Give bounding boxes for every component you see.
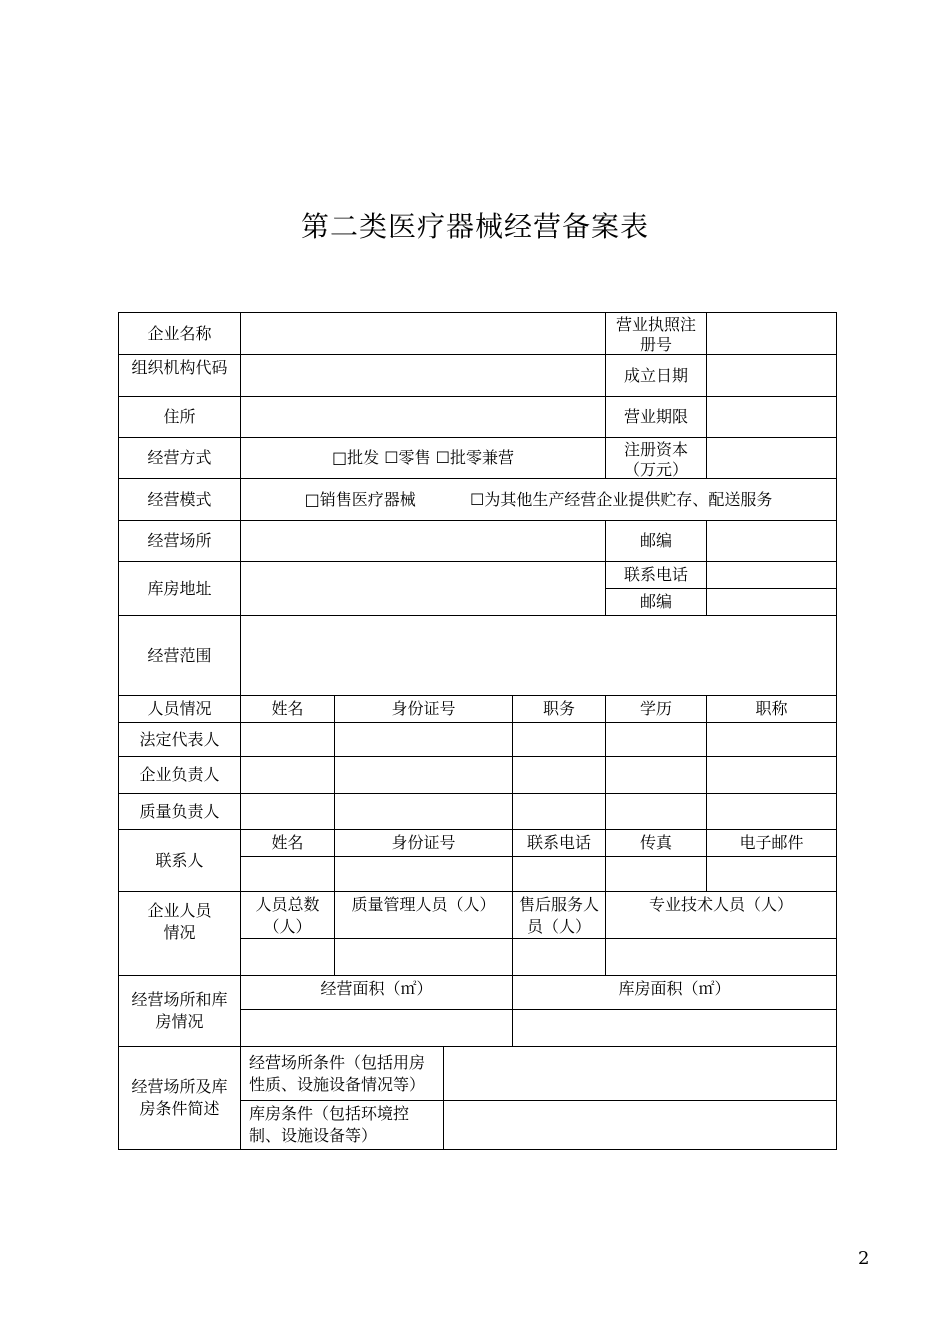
label-capital: 注册资本（万元） bbox=[606, 438, 707, 479]
field-cell[interactable] bbox=[707, 794, 837, 830]
field-postcode-2[interactable] bbox=[707, 589, 837, 616]
contact-header-email: 电子邮件 bbox=[707, 830, 837, 857]
label-license-no: 营业执照注册号 bbox=[606, 313, 707, 355]
personnel-header-id: 身份证号 bbox=[335, 696, 513, 723]
field-cell[interactable] bbox=[707, 723, 837, 757]
label-premises: 经营场所 bbox=[119, 521, 241, 562]
label-premises-conditions: 经营场所条件（包括用房性质、设施设备情况等） bbox=[241, 1047, 444, 1101]
field-cell[interactable] bbox=[707, 857, 837, 892]
field-postcode[interactable] bbox=[707, 521, 837, 562]
field-cell[interactable] bbox=[335, 723, 513, 757]
label-established: 成立日期 bbox=[606, 355, 707, 397]
personnel-header-label: 人员情况 bbox=[119, 696, 241, 723]
field-cell[interactable] bbox=[513, 857, 606, 892]
staff-header-aftersales: 售后服务人员（人） bbox=[513, 892, 606, 939]
staff-header-quality: 质量管理人员（人） bbox=[335, 892, 513, 939]
personnel-row-label: 质量负责人 bbox=[119, 794, 241, 830]
label-business-mode: 经营方式 bbox=[119, 438, 241, 479]
personnel-row-label: 企业负责人 bbox=[119, 757, 241, 794]
label-warehouse-address: 库房地址 bbox=[119, 562, 241, 616]
label-address: 住所 bbox=[119, 397, 241, 438]
model-option-sales[interactable]: □销售医疗器械 bbox=[304, 489, 416, 509]
field-cell[interactable] bbox=[513, 794, 606, 830]
label-scope: 经营范围 bbox=[119, 616, 241, 696]
field-cell[interactable] bbox=[241, 857, 335, 892]
field-capital[interactable] bbox=[707, 438, 837, 479]
label-conditions: 经营场所及库房条件简述 bbox=[119, 1047, 241, 1150]
field-cell[interactable] bbox=[606, 794, 707, 830]
field-established[interactable] bbox=[707, 355, 837, 397]
field-cell[interactable] bbox=[606, 939, 837, 976]
contact-header-name: 姓名 bbox=[241, 830, 335, 857]
field-cell[interactable] bbox=[335, 794, 513, 830]
field-cell[interactable] bbox=[606, 757, 707, 794]
model-option-storage[interactable]: ☐为其他生产经营企业提供贮存、配送服务 bbox=[469, 489, 773, 509]
business-mode-options[interactable]: □批发 ☐零售 ☐批零兼营 bbox=[241, 438, 606, 479]
contact-header-fax: 传真 bbox=[606, 830, 707, 857]
field-cell[interactable] bbox=[241, 757, 335, 794]
field-term[interactable] bbox=[707, 397, 837, 438]
field-org-code[interactable] bbox=[241, 355, 606, 397]
field-warehouse-conditions[interactable] bbox=[444, 1101, 837, 1150]
field-cell[interactable] bbox=[335, 757, 513, 794]
page-number: 2 bbox=[858, 1248, 870, 1269]
field-cell[interactable] bbox=[707, 757, 837, 794]
contact-header-id: 身份证号 bbox=[335, 830, 513, 857]
label-org-code: 组织机构代码 bbox=[119, 355, 241, 397]
label-contact: 联系人 bbox=[119, 830, 241, 892]
header-premises-area: 经营面积（㎡） bbox=[241, 976, 513, 1010]
field-address[interactable] bbox=[241, 397, 606, 438]
label-staff: 企业人员情况 bbox=[119, 892, 241, 976]
personnel-header-title: 职称 bbox=[707, 696, 837, 723]
label-area: 经营场所和库房情况 bbox=[119, 976, 241, 1047]
field-phone[interactable] bbox=[707, 562, 837, 589]
label-postcode-2: 邮编 bbox=[606, 589, 707, 616]
header-warehouse-area: 库房面积（㎡） bbox=[513, 976, 837, 1010]
field-warehouse-area[interactable] bbox=[513, 1010, 837, 1047]
staff-header-total: 人员总数（人） bbox=[241, 892, 335, 939]
field-cell[interactable] bbox=[513, 939, 606, 976]
label-term: 营业期限 bbox=[606, 397, 707, 438]
business-model-options[interactable] bbox=[241, 479, 837, 521]
registration-form-table bbox=[118, 312, 837, 1150]
field-premises-area[interactable] bbox=[241, 1010, 513, 1047]
field-cell[interactable] bbox=[241, 939, 335, 976]
field-cell[interactable] bbox=[241, 794, 335, 830]
field-cell[interactable] bbox=[513, 723, 606, 757]
field-premises-conditions[interactable] bbox=[444, 1047, 837, 1101]
field-cell[interactable] bbox=[335, 939, 513, 976]
field-license-no[interactable] bbox=[707, 313, 837, 355]
field-premises[interactable] bbox=[241, 521, 606, 562]
staff-header-technical: 专业技术人员（人） bbox=[606, 892, 837, 939]
label-business-model: 经营模式 bbox=[119, 479, 241, 521]
label-postcode: 邮编 bbox=[606, 521, 707, 562]
personnel-header-name: 姓名 bbox=[241, 696, 335, 723]
field-scope[interactable] bbox=[241, 616, 837, 696]
personnel-header-position: 职务 bbox=[513, 696, 606, 723]
field-cell[interactable] bbox=[513, 757, 606, 794]
field-cell[interactable] bbox=[335, 857, 513, 892]
field-cell[interactable] bbox=[606, 723, 707, 757]
field-warehouse-address[interactable] bbox=[241, 562, 606, 616]
field-cell[interactable] bbox=[606, 857, 707, 892]
personnel-header-education: 学历 bbox=[606, 696, 707, 723]
contact-header-phone: 联系电话 bbox=[513, 830, 606, 857]
field-company-name[interactable] bbox=[241, 313, 606, 355]
personnel-row-label: 法定代表人 bbox=[119, 723, 241, 757]
field-cell[interactable] bbox=[241, 723, 335, 757]
label-warehouse-conditions: 库房条件（包括环境控制、设施设备等） bbox=[241, 1101, 444, 1150]
document-title: 第二类医疗器械经营备案表 bbox=[300, 210, 649, 243]
label-phone: 联系电话 bbox=[606, 562, 707, 589]
label-company-name: 企业名称 bbox=[119, 313, 241, 355]
